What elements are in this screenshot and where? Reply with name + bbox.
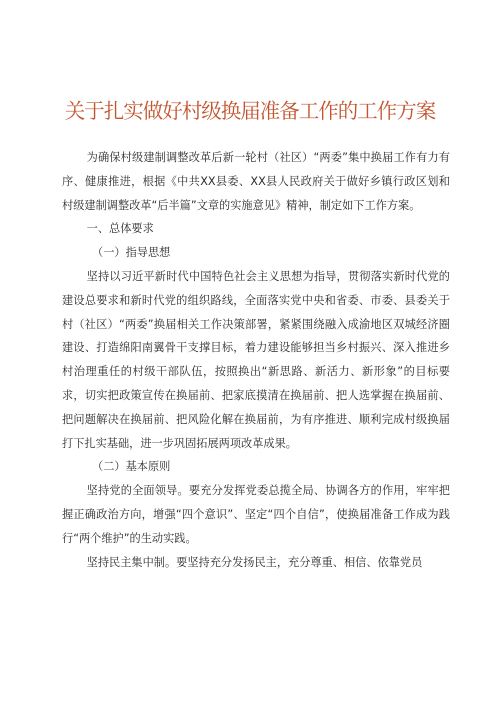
subheading-basic-principles: （二）基本原则 <box>92 460 171 474</box>
intro-paragraph: 为确保村级建制调整改革后新一轮村（社区）“两委”集中换届工作有力有序、健康推进，根据《中共XX县委、XX县人民政府关于做好乡镇行政区划和村级建制调整改革“后半篇”文章的实施意见》精神，制定如下工作方案。 <box>62 151 450 212</box>
document-title: 关于扎实做好村级换届准备工作的工作方案 <box>64 99 436 123</box>
paragraph-democratic-centralism: 坚持民主集中制。要坚持充分发扬民主，充分尊重、相信、依靠党员 <box>86 555 423 569</box>
paragraph-party-leadership: 坚持党的全面领导。要充分发挥党委总揽全局、协调各方的作用，牢牢把握正确政治方向，增强“四个意识”、坚定“四个自信”，使换届准备工作成为践行“两个维护”的生动实践。 <box>62 484 450 545</box>
paragraph-guiding-ideology: 坚持以习近平新时代中国特色社会主义思想为指导，贯彻落实新时代党的建设总要求和新时代党的组织路线，全面落实党中央和省委、市委、县委关于村（社区）“两委”换届相关工作决策部署，紧紧围绕融入成渝地区双城经济圈建设、打造绵阳南翼骨干支撑目标，着力建设能够担当乡村振兴、深入推进乡村治理重任的村级干部队伍，按照换出“新思路、新活力、新形象”的目标要求，切实把政策宣传在换届前、把家底摸清在换届前、把人选掌握在换届前、把问题解决在换届前、把风险化解在换届前，为有序推进、顺利完成村级换届打下扎实基础，进一步巩固拓展两项改革成果。 <box>62 269 450 450</box>
subheading-guiding-ideology: （一）指导思想 <box>92 246 171 260</box>
section-heading-overall-requirements: 一、总体要求 <box>86 222 154 236</box>
document-body <box>62 146 450 574</box>
